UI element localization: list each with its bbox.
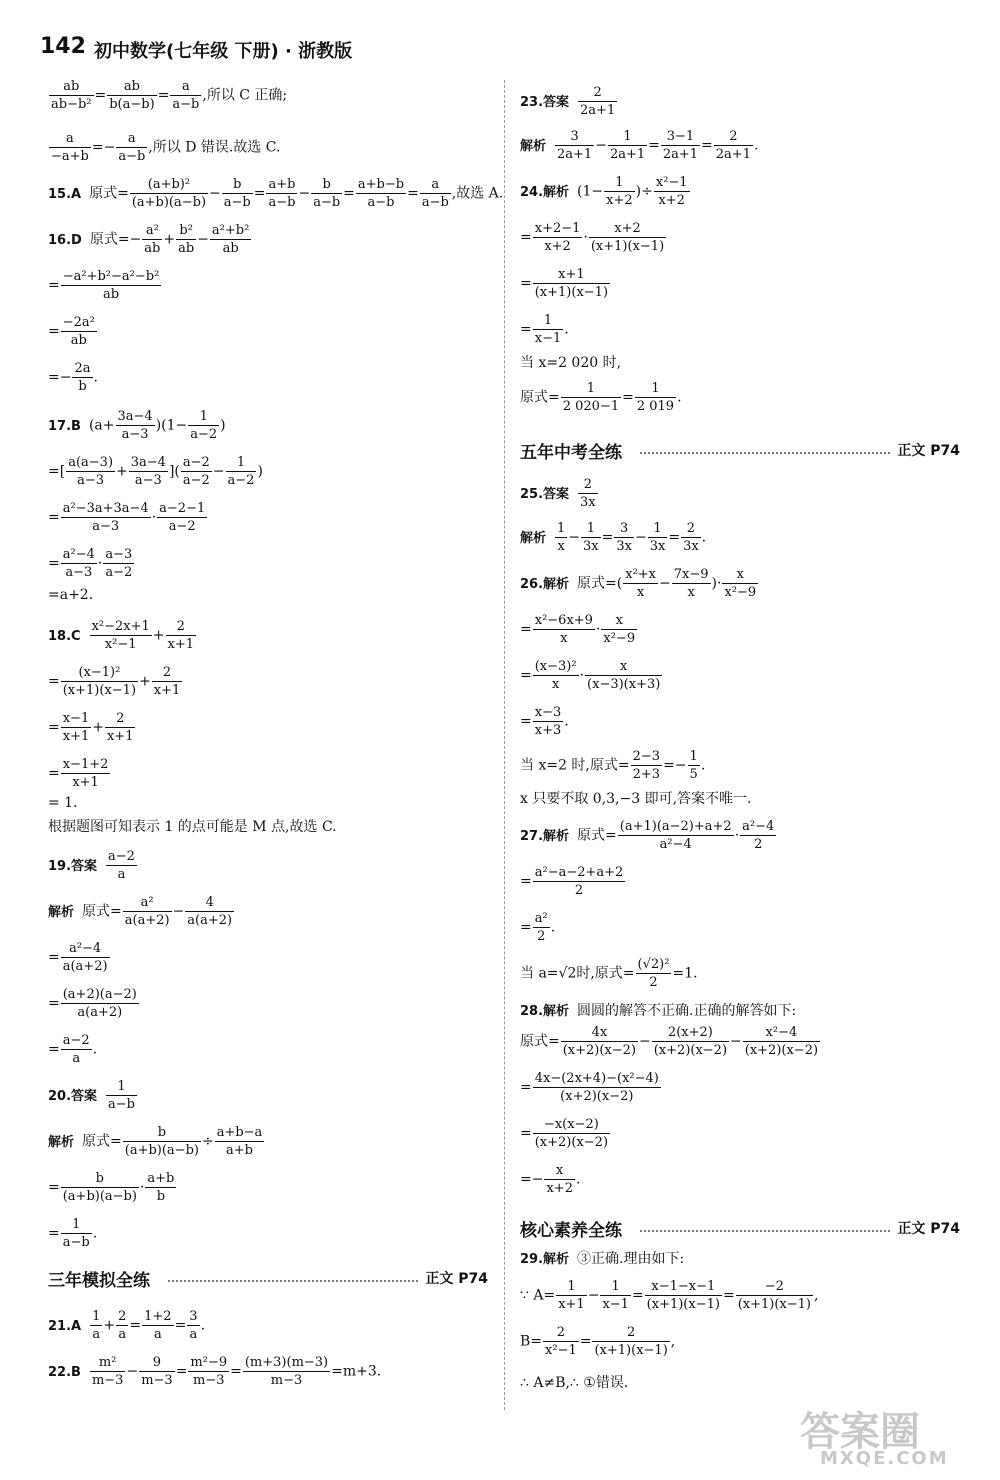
d-line: $\frac{a}{-a+b}$ =− $\frac{a}{a-b}$ ,所以 D 错误.故选 C. — [51, 131, 281, 164]
section-five-year: 五年中考全练 正文 P74 — [520, 438, 960, 464]
q28: 28.解析 圆圆的解答不正确.正确的解答如下: — [520, 1003, 797, 1019]
q27: 27.解析 原式= $\frac{(a+1)(a-2)+a+2}{\text{a²−4}}$ · $\frac{\text{a²−4}}{2}$ — [520, 819, 775, 852]
q22: 22.B $\frac{\text{m²}}{m-3}$ − $\frac{9}{m-3}$ = $\frac{\text{m²−9}}{m-3}$ = $\frac{(m+3)(m-3)}{m-3}$ =m+3. — [48, 1355, 382, 1388]
page-header — [40, 34, 960, 64]
q26: 26.解析 原式=( $\frac{\text{x²+x}}{x}$ − $\frac{7x-9}{x}$ )· $\frac{x}{\text{x²−9}}$ — [520, 567, 757, 600]
q18: 18.C $\frac{\text{x²−2x+1}}{\text{x²−1}}$ + $\frac{2}{x+1}$ — [48, 619, 195, 652]
column-divider — [504, 80, 505, 1410]
section-three-year: 三年模拟全练 正文 P74 — [48, 1266, 488, 1292]
q25: 25.答案 $\frac{2}{3x}$ — [520, 477, 596, 510]
section-core-literacy: 核心素养全练 正文 P74 — [520, 1216, 960, 1242]
watermark-url: MXQE.COM — [820, 1448, 949, 1469]
page-number: 142 — [40, 34, 86, 59]
q19: 19.答案 $\frac{a-2}{a}$ — [48, 849, 135, 882]
q24: 24.解析 (1− $\frac{1}{x+2}$ )÷ $\frac{\text{x²−1}}{x+2}$ — [520, 175, 688, 208]
q17: 17.B (a+ $\frac{3a-4}{a-3}$ )(1− $\frac{1}{a-2}$ ) — [48, 409, 226, 442]
q29: 29.解析 ③正确.理由如下: — [520, 1251, 685, 1267]
q20: 20.答案 $\frac{1}{a-b}$ — [48, 1079, 135, 1112]
q23: 23.答案 $\frac{2}{2a+1}$ — [520, 85, 616, 118]
q21: 21.A $\frac{1}{a}$ + $\frac{2}{a}$ = $\frac{1+2}{a}$ = $\frac{3}{a}$ . — [48, 1309, 206, 1342]
q16: 16.D 原式=− $\frac{\text{a²}}{ab}$ + $\frac{\text{b²}}{ab}$ − $\frac{\text{a²+b²}}{ab}$ — [48, 223, 250, 256]
q15: 15.A 原式= $\frac{\text{(a+b)²}}{(a+b)(a-b)}$ − $\frac{b}{a-b}$ = $\frac{a+b}{a-b}$ − $\frac{b}{a-b}$ = $\frac{a+b-b}{a-b}$ = $\frac{a}{a-b}$ ,故选 A. — [48, 177, 504, 210]
c-line: $\frac{ab}{\text{ab−b²}}$ = $\frac{ab}{b(a-b)}$ = $\frac{a}{a-b}$ ,所以 C 正确; — [51, 79, 288, 112]
book-title: 初中数学(七年级 下册) · 浙教版 — [94, 41, 353, 62]
watermark-logo: 答案圈 — [800, 1409, 920, 1455]
